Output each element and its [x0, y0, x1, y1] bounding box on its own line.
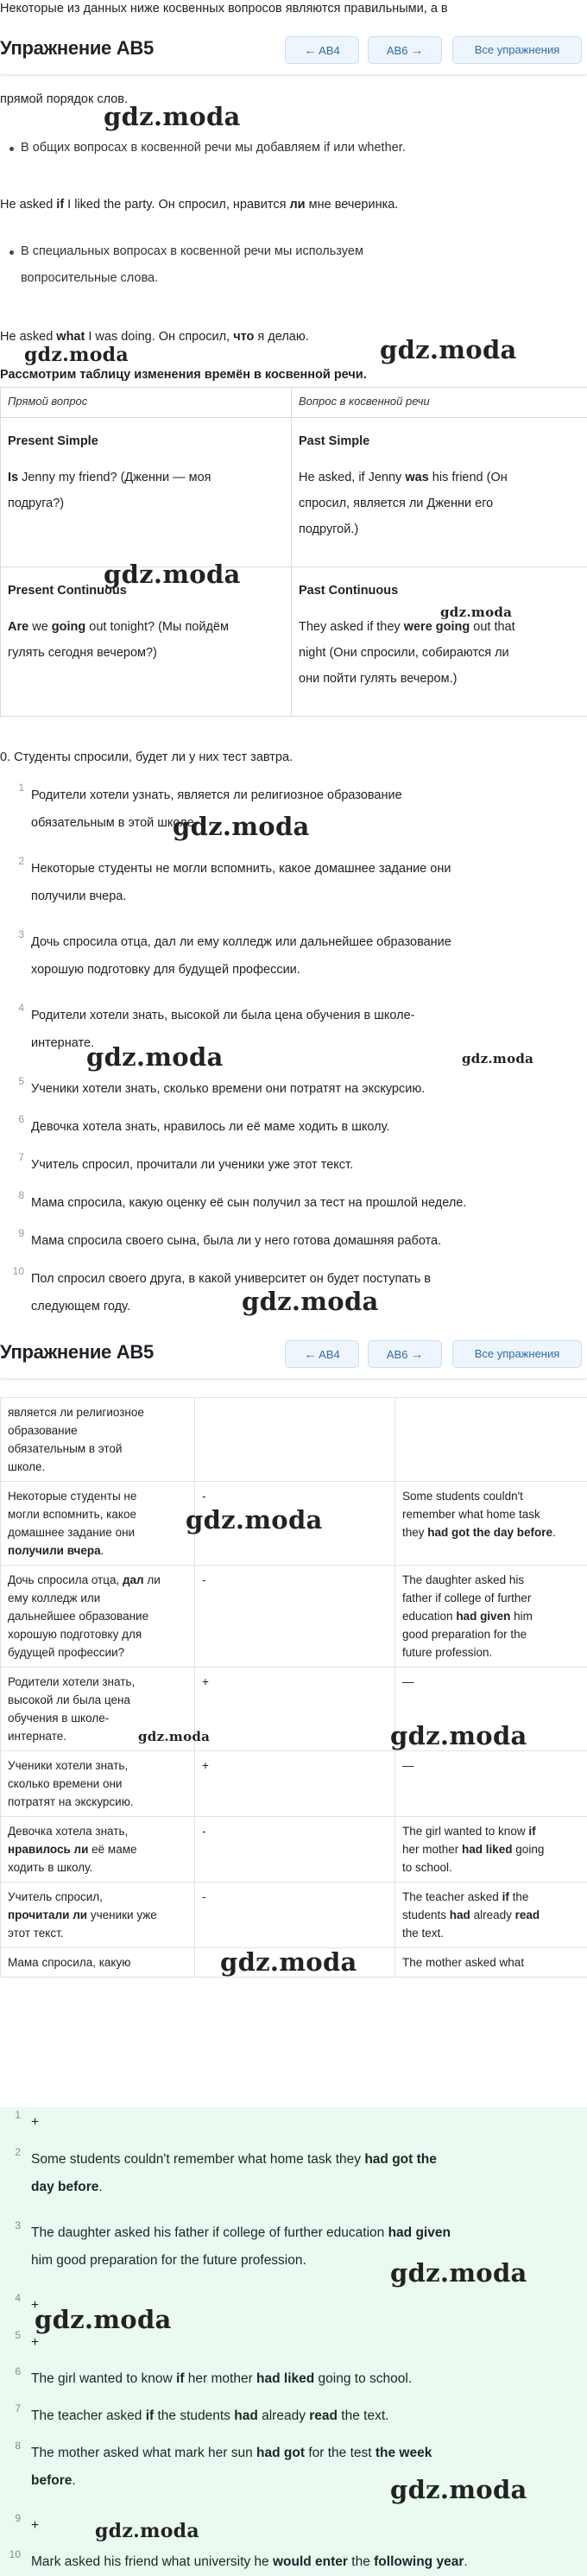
all-exercises-button[interactable] [452, 1340, 582, 1368]
item-number: 7 [18, 1151, 24, 1163]
answer-text: The teacher asked if the students had already read the text. [31, 2408, 389, 2423]
answer-cell-russian: Дочь спросила отца, дал ли ему колледж или дальнейшее образование хорошую подготовку для будущей профессии? [1, 1566, 195, 1668]
watermark: gdz.moda [186, 1505, 323, 1535]
arrow-left-icon: ← [304, 1347, 317, 1361]
prev-exercise-button[interactable] [285, 36, 359, 64]
all-exercises-label: Все упражнения [474, 43, 560, 56]
answer-number: 8 [15, 2440, 21, 2452]
page-title: Упражнение AB5 [0, 1341, 154, 1363]
item-number: 9 [18, 1227, 24, 1239]
answer-text: Some students couldn't remember what home task they had got the day before. [31, 2152, 437, 2194]
answer-cell-english: The girl wanted to know if her mother had liked going to school. [395, 1817, 587, 1883]
answer-cell-english: Some students couldn't remember what home task they had got the day before. [395, 1482, 587, 1566]
direct-order-line: прямой порядок слов. [0, 92, 129, 106]
tense-name: Present Simple [8, 434, 98, 448]
answer-number: 1 [15, 2109, 21, 2121]
table-row [1, 1398, 587, 1482]
answer-text: The daughter asked his father if college of further education had given him good preparation for the future profession. [31, 2225, 451, 2268]
tense-example: He asked, if Jenny was his friend (Он спросил, является ли Дженни его подругой.) [299, 471, 508, 536]
tense-head-left: Прямой вопрос [1, 388, 292, 418]
tense-row [1, 418, 587, 567]
all-exercises-button[interactable] [452, 36, 582, 64]
tense-cell-reported [292, 567, 587, 717]
answer-number: 9 [15, 2512, 21, 2524]
answer-text: + [31, 2115, 40, 2130]
answer-text: + [31, 2518, 40, 2533]
item-text: Пол спросил своего друга, в какой университет он будет поступать в следующем году. [31, 1272, 431, 1313]
item-text: Родители хотели знать, высокой ли была цена обучения в школе- интернате. [31, 1009, 415, 1050]
answer-cell-mark: + [195, 1751, 395, 1817]
item-number: 8 [18, 1189, 24, 1201]
answer-table-viewport[interactable] [0, 1397, 587, 2107]
task-intro: 0. Студенты спросили, будет ли у них тест завтра. [0, 750, 294, 764]
watermark: gdz.moda [220, 1947, 357, 1977]
answer-text: The girl wanted to know if her mother had liked going to school. [31, 2371, 413, 2386]
watermark: gdz.moda [390, 2475, 527, 2504]
bullet-special-line2: вопросительные слова. [21, 271, 159, 285]
arrow-right-icon: → [411, 43, 424, 57]
item-number: 3 [18, 928, 24, 940]
exercise-header [0, 24, 587, 75]
page-title: Упражнение AB5 [0, 37, 154, 59]
answer-cell-english: — [395, 1751, 587, 1817]
all-exercises-label: Все упражнения [474, 1347, 560, 1360]
next-exercise-label: AB6 [386, 44, 408, 57]
answer-text: + [31, 2335, 40, 2350]
watermark: gdz.moda [35, 2305, 172, 2334]
item-number: 5 [18, 1075, 24, 1087]
answer-cell-mark: + [195, 1668, 395, 1751]
answer-table [0, 1397, 587, 1978]
answer-text: Mark asked his friend what university he would enter the following year. [31, 2554, 468, 2569]
watermark: gdz.moda [86, 1042, 224, 1072]
tense-cell-direct [1, 418, 292, 567]
item-text: Мама спросила своего сына, была ли у него готова домашняя работа. [31, 1234, 442, 1248]
answer-cell-russian: является ли религиозное образование обязательным в этой школе. [1, 1398, 195, 1482]
bullet-special-questions [21, 238, 530, 292]
exercise-header [0, 1328, 587, 1379]
example-what: He asked what I was doing. Он спросил, что я делаю. [0, 330, 309, 344]
watermark: gdz.moda [440, 604, 513, 620]
answer-cell-mark: - [195, 1817, 395, 1883]
watermark: gdz.moda [138, 1729, 211, 1744]
item-text: Дочь спросила отца, дал ли ему колледж или дальнейшее образование хорошую подготовку для будущей профессии. [31, 935, 451, 977]
answer-number: 3 [15, 2219, 21, 2231]
item-number: 10 [12, 1265, 24, 1277]
answer-cell-mark [195, 1398, 395, 1482]
answer-cell-mark: - [195, 1482, 395, 1566]
arrow-right-icon: → [411, 1347, 424, 1361]
answer-number: 6 [15, 2365, 21, 2377]
prev-exercise-button[interactable] [285, 1340, 359, 1368]
answer-cell-russian: Некоторые студенты не могли вспомнить, какое домашнее задание они получили вчера. [1, 1482, 195, 1566]
watermark: gdz.moda [104, 560, 241, 589]
table-row [1, 1883, 587, 1948]
answer-cell-english: The teacher asked if the students had already read the text. [395, 1883, 587, 1948]
watermark: gdz.moda [390, 2258, 527, 2288]
answer-list [0, 2107, 587, 2576]
watermark: gdz.moda [173, 812, 310, 841]
tense-name: Past Continuous [299, 584, 399, 598]
answer-cell-mark: - [195, 1883, 395, 1948]
next-exercise-label: AB6 [386, 1348, 408, 1361]
answer-cell-russian: Девочка хотела знать, нравилось ли её маме ходить в школу. [1, 1817, 195, 1883]
tense-example: Are we going out tonight? (Мы пойдём гулять сегодня вечером?) [8, 620, 229, 660]
watermark: gdz.moda [242, 1287, 379, 1316]
arrow-left-icon: ← [304, 43, 317, 57]
prev-exercise-label: AB4 [319, 44, 340, 57]
item-text: Мама спросила, какую оценку её сын получил за тест на прошлой неделе. [31, 1196, 467, 1210]
answer-number: 5 [15, 2329, 21, 2341]
tense-table [0, 387, 587, 717]
tense-example: Is Jenny my friend? (Дженни — моя подруга?) [8, 471, 211, 510]
bullet-general-questions: В общих вопросах в косвенной речи мы добавляем if или whether. [21, 135, 530, 161]
watermark: gdz.moda [380, 335, 517, 364]
tense-cell-direct [1, 567, 292, 717]
item-text: Родители хотели узнать, является ли религиозное образование обязательным в этой школе. [31, 788, 402, 830]
answer-cell-russian: Ученики хотели знать, сколько времени они потратят на экскурсию. [1, 1751, 195, 1817]
answer-number: 4 [15, 2292, 21, 2304]
theory-top-line: Некоторые из данных ниже косвенных вопросов являются правильными, а в [0, 2, 448, 16]
answer-table-body [1, 1398, 587, 1978]
item-number: 1 [18, 782, 24, 794]
answer-cell-russian: Родители хотели знать, высокой ли была цена обучения в школе- интернате. [1, 1668, 195, 1751]
answer-cell-mark: - [195, 1566, 395, 1668]
tense-head-right: Вопрос в косвенной речи [292, 388, 587, 418]
answer-text: + [31, 2298, 40, 2313]
tense-table-header [1, 388, 587, 418]
watermark: gdz.moda [95, 2520, 199, 2542]
answer-cell-russian: Учитель спросил, прочитали ли ученики уже этот текст. [1, 1883, 195, 1948]
answer-number: 2 [15, 2146, 21, 2158]
tense-name: Present Continuous [8, 584, 127, 598]
bullet-special-line1: В специальных вопросах в косвенной речи мы используем [21, 244, 363, 258]
watermark: gdz.moda [462, 1051, 534, 1066]
answer-cell-russian: Мама спросила, какую [1, 1948, 195, 1978]
item-number: 6 [18, 1113, 24, 1125]
prev-exercise-label: AB4 [319, 1348, 340, 1361]
table-row [1, 1566, 587, 1668]
item-text: Девочка хотела знать, нравилось ли её маме ходить в школу. [31, 1120, 390, 1134]
item-number: 2 [18, 855, 24, 867]
next-exercise-button[interactable] [368, 1340, 442, 1368]
item-number: 4 [18, 1002, 24, 1014]
answer-number: 7 [15, 2402, 21, 2415]
tense-cell-reported [292, 418, 587, 567]
table-row [1, 1817, 587, 1883]
answer-cell-english: The mother asked what [395, 1948, 587, 1978]
item-text: Некоторые студенты не могли вспомнить, какое домашнее задание они получили вчера. [31, 862, 451, 903]
table-caption: Рассмотрим таблицу изменения времён в косвенной речи. [0, 368, 367, 382]
watermark: gdz.moda [24, 344, 129, 366]
answer-text: The mother asked what mark her sun had got for the test the week before. [31, 2446, 432, 2488]
table-row [1, 1751, 587, 1817]
answer-cell-english: The daughter asked his father if college of further education had given him good preparation for the future profession. [395, 1566, 587, 1668]
item-text: Ученики хотели знать, сколько времени они потратят на экскурсию. [31, 1082, 426, 1096]
example-if: He asked if I liked the party. Он спросил, нравится ли мне вечеринка. [0, 198, 399, 212]
tense-example: They asked if they were going out that night (Они спросили, собираются ли они пойти гулять вечером.) [299, 620, 515, 686]
tense-name: Past Simple [299, 434, 370, 448]
answer-cell-english: — [395, 1668, 587, 1751]
item-text: Учитель спросил, прочитали ли ученики уже этот текст. [31, 1158, 354, 1172]
watermark: gdz.moda [104, 102, 241, 131]
tense-row [1, 567, 587, 717]
watermark: gdz.moda [390, 1721, 527, 1750]
answer-number: 10 [9, 2548, 21, 2560]
next-exercise-button[interactable] [368, 36, 442, 64]
answer-cell-english [395, 1398, 587, 1482]
